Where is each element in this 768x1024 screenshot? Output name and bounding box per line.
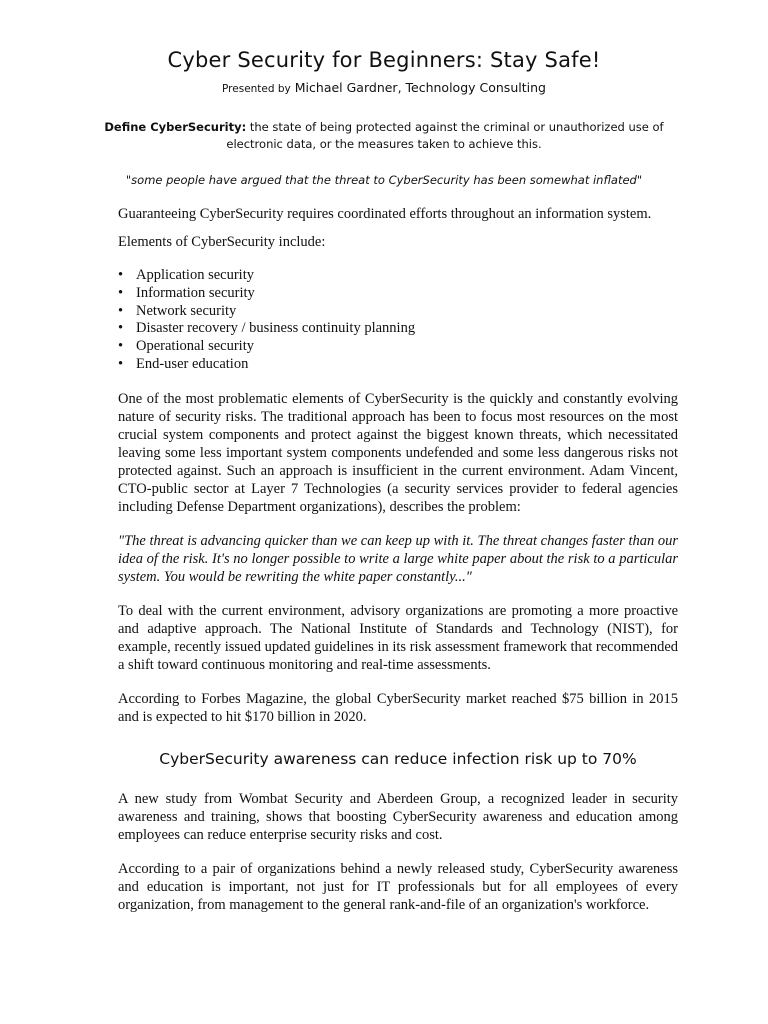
list-item: • End-user education [118, 355, 249, 372]
bullet-icon: • [118, 338, 124, 355]
paragraph-awareness: According to a pair of organizations behind a newly released study, CyberSecurity awareness and education is important, not just for IT professionals but for all employees of every organization, from management to the general rank-and-file of an organization's workforce. [118, 860, 678, 913]
paragraph-nist: To deal with the current environment, advisory organizations are promoting a more proactive and adaptive approach. The National Institute of Standards and Technology (NIST), for example, recently issued updated guidelines in its risk assessment framework that recommended a shift toward continuous monitoring and real-time assessments. [118, 602, 678, 673]
definition-term: Define CyberSecurity: [104, 120, 247, 134]
paragraph-intro: Guaranteeing CyberSecurity requires coordinated efforts throughout an information system. [118, 206, 652, 222]
presenter-line [0, 80, 768, 95]
top-quote: "some people have argued that the threat to CyberSecurity has been somewhat inflated" [125, 173, 643, 187]
document-body [118, 205, 678, 914]
paragraph-forbes: According to Forbes Magazine, the global CyberSecurity market reached $75 billion in 2015 and is expected to hit $170 billion in 2020. [118, 690, 678, 725]
definition-text: the state of being protected against the criminal or unauthorized use of electronic data, or the measures taken to achieve this. [226, 120, 664, 151]
document-title: Cyber Security for Beginners: Stay Safe! [167, 48, 601, 72]
bullet-icon: • [118, 320, 124, 337]
elements-list [118, 267, 678, 374]
list-item: • Operational security [118, 338, 254, 355]
list-item: • Network security [118, 302, 237, 319]
list-item: • Application security [118, 267, 254, 283]
bullet-icon: • [118, 355, 124, 372]
section-heading: CyberSecurity awareness can reduce infection risk up to 70% [159, 749, 637, 768]
paragraph-quote: "The threat is advancing quicker than we can keep up with it. The threat changes faster than our idea of the risk. It's no longer possible to write a large white paper about the risk to a particular system. You would be rewriting the white paper constantly..." [118, 532, 678, 585]
bullet-icon: • [118, 284, 124, 301]
paragraph-problem: One of the most problematic elements of CyberSecurity is the quickly and constantly evolving nature of security risks. The traditional approach has been to focus most resources on the most crucial system components and protect against the biggest known threats, which necessitated leaving some less important system components undefended and some less dangerous risks not protected against. Such an approach is insufficient in the current environment. Adam Vincent, CTO-public sector at Layer 7 Technologies (a security services provider to federal agencies including Defense Department organizations), describes the problem: [118, 390, 678, 515]
definition-block [100, 119, 668, 153]
paragraph-study: A new study from Wombat Security and Aberdeen Group, a recognized leader in security awareness and training, shows that boosting CyberSecurity awareness and education among employees can reduce enterprise security risks and cost. [118, 790, 678, 843]
presenter-name: Michael Gardner, Technology Consulting [294, 80, 546, 95]
list-item: • Disaster recovery / business continuity planning [118, 320, 416, 337]
presented-by-label: Presented by [222, 83, 291, 95]
bullet-icon: • [118, 267, 124, 283]
paragraph-elements-lead: Elements of CyberSecurity include: [118, 234, 326, 250]
bullet-icon: • [118, 302, 124, 319]
list-item: • Information security [118, 284, 255, 301]
